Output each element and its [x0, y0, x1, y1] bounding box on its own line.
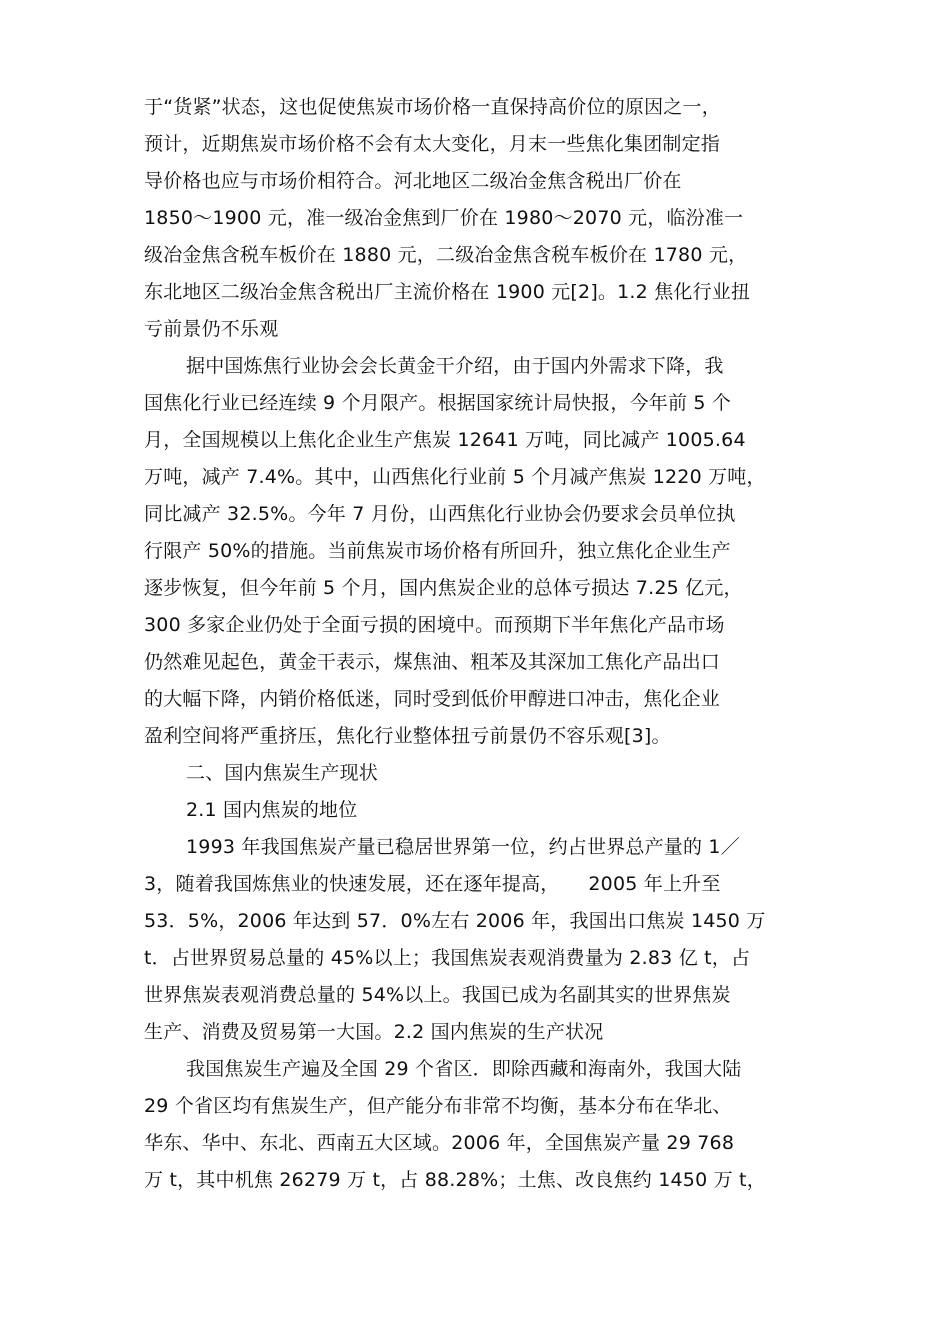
text-line: 3，随着我国炼焦业的快速发展，还在逐年提高， 2005 年上升至: [144, 873, 721, 895]
text-line: 盈利空间将严重挤压，焦化行业整体扭亏前景仍不容乐观[3]。: [144, 725, 671, 747]
text-line: 万吨，减产 7.4%。其中，山西焦化行业前 5 个月减产焦炭 1220 万吨，: [144, 466, 766, 488]
subsection-heading: 2.1 国内焦炭的地位: [186, 799, 358, 821]
paragraph-first-line: 我国焦炭生产遍及全国 29 个省区．即除西藏和海南外，我国大陆: [186, 1058, 742, 1080]
text-line: 世界焦炭表观消费总量的 54%以上。我国已成为名副其实的世界焦炭: [144, 984, 731, 1006]
text-line: t．占世界贸易总量的 45%以上；我国焦炭表观消费量为 2.83 亿 t，占: [144, 947, 751, 969]
text-line: 1850～1900 元，准一级冶金焦到厂价在 1980～2070 元，临汾准一: [144, 207, 744, 229]
paragraph-first-line: 据中国炼焦行业协会会长黄金干介绍，由于国内外需求下降，我: [186, 355, 724, 377]
text-line: 同比减产 32.5%。今年 7 月份，山西焦化行业协会仍要求会员单位执: [144, 503, 736, 525]
text-line: 29 个省区均有焦炭生产，但产能分布非常不均衡，基本分布在华北、: [144, 1095, 732, 1117]
text-line: 的大幅下降，内销价格低迷，同时受到低价甲醇进口冲击，焦化企业: [144, 688, 721, 710]
text-line: 300 多家企业仍处于全面亏损的困境中。而预期下半年焦化产品市场: [144, 614, 725, 636]
section-heading: 二、国内焦炭生产现状: [186, 762, 379, 784]
text-line: 级冶金焦含税车板价在 1880 元，二级冶金焦含税车板价在 1780 元，: [144, 244, 748, 266]
text-line: 华东、华中、东北、西南五大区域。2006 年，全国焦炭产量 29 768: [144, 1132, 735, 1154]
text-line: 行限产 50%的措施。当前焦炭市场价格有所回升，独立焦化企业生产: [144, 540, 731, 562]
text-line: 东北地区二级冶金焦含税出厂主流价格在 1900 元[2]。1.2 焦化行业扭: [144, 281, 751, 303]
paragraph-first-line: 1993 年我国焦炭产量已稳居世界第一位，约占世界总产量的 1／: [186, 836, 740, 858]
text-line: 导价格也应与市场价相符合。河北地区二级冶金焦含税出厂价在: [144, 170, 682, 192]
text-line: 亏前景仍不乐观: [144, 318, 279, 340]
text-line: 仍然难见起色，黄金干表示，煤焦油、粗苯及其深加工焦化产品出口: [144, 651, 721, 673]
text-line: 53．5%，2006 年达到 57．0%左右 2006 年，我国出口焦炭 1450 万: [144, 910, 766, 932]
text-line: 月，全国规模以上焦化企业生产焦炭 12641 万吨，同比减产 1005.64: [144, 429, 746, 451]
text-line: 逐步恢复，但今年前 5 个月，国内焦炭企业的总体亏损达 7.25 亿元，: [144, 577, 743, 599]
text-line: 国焦化行业已经连续 9 个月限产。根据国家统计局快报，今年前 5 个: [144, 392, 732, 414]
text-line: 预计，近期焦炭市场价格不会有太大变化，月末一些焦化集团制定指: [144, 133, 721, 155]
text-line: 万 t，其中机焦 26279 万 t，占 88.28%；土焦、改良焦约 1450 万 t，: [144, 1169, 766, 1191]
text-line: 生产、消费及贸易第一大国。2.2 国内焦炭的生产状况: [144, 1021, 604, 1043]
text-line: 于“货紧”状态，这也促使焦炭市场价格一直保持高价位的原因之一，: [144, 96, 721, 118]
